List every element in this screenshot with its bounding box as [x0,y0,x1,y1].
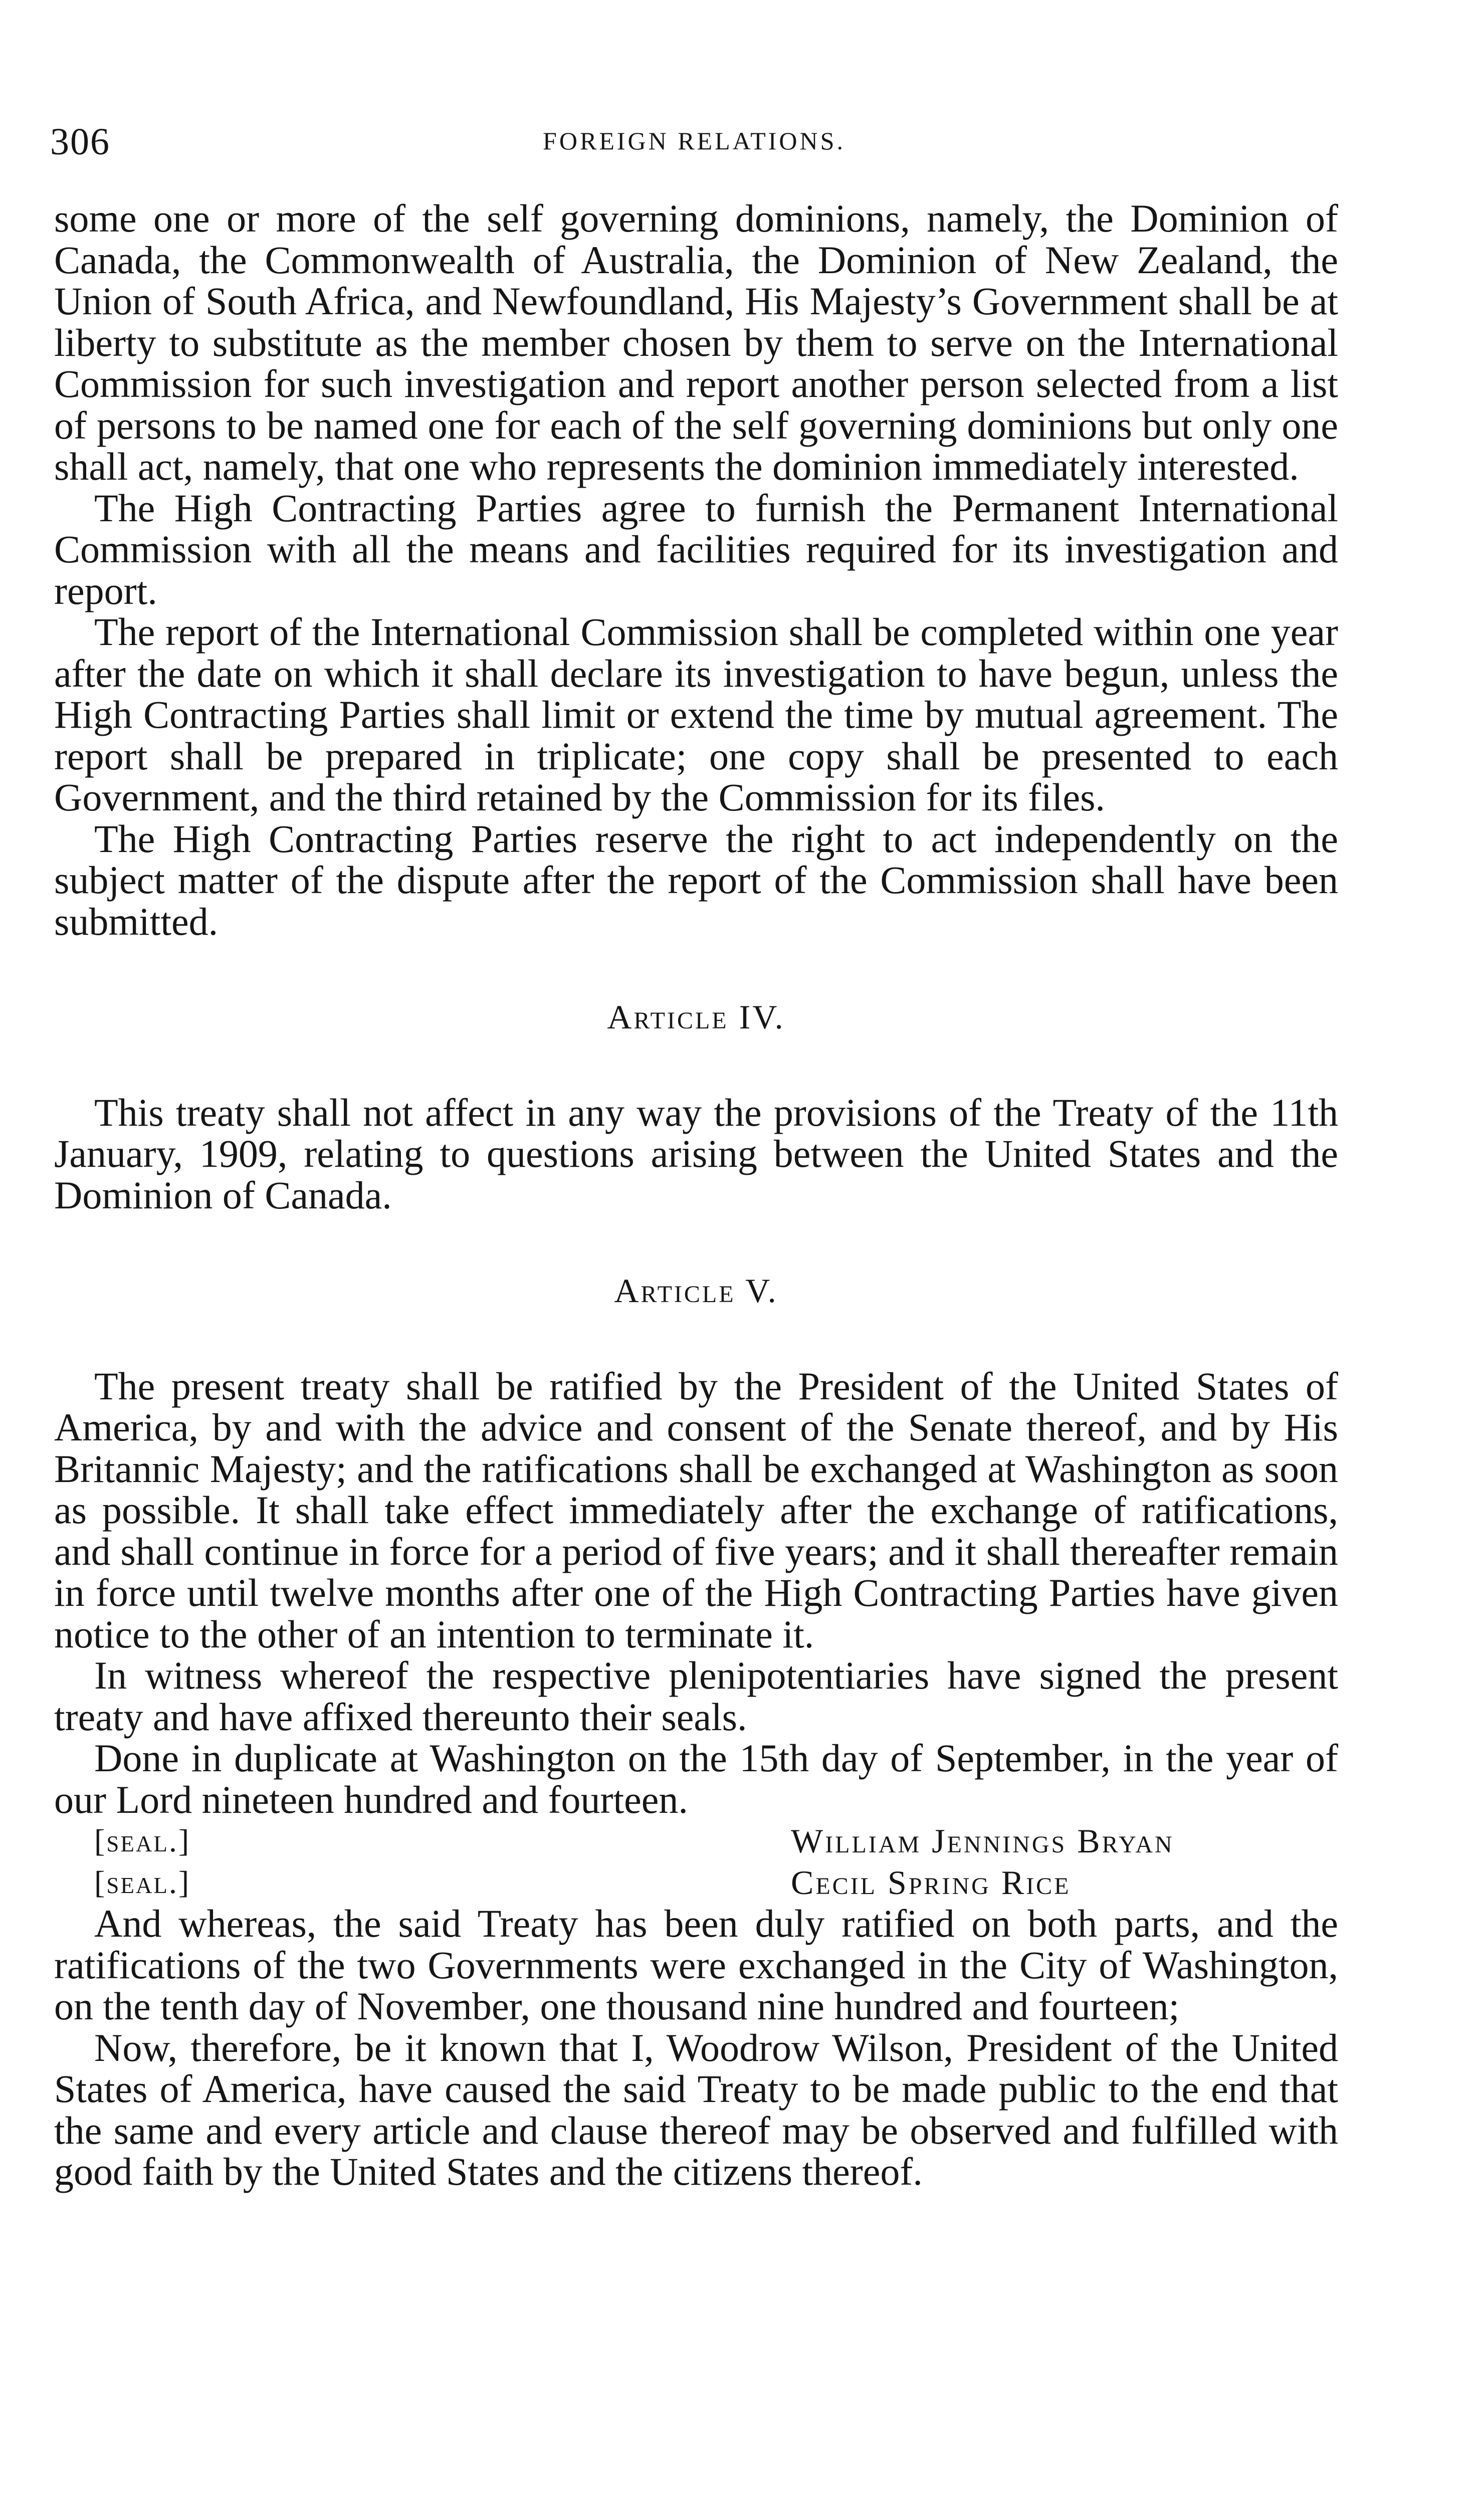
paragraph-facilities: The High Contracting Parties agree to furnish the Permanent International Commission with all the means and facilities required for its investigation and report. [54,486,1338,612]
seal-mark: [seal.] [94,1864,191,1900]
page-number: 306 [50,121,110,163]
paragraph-report: The report of the International Commission shall be completed within one year after the date on which it shall declare its investigation to have begun, unless the High Contracting Parties shall limit or extend the time by mutual agreement. The report shall be prepared in triplicate; one copy shall be presented to each Government, and the third retained by the Commission for its files. [54,610,1338,819]
paragraph-article-iv: This treaty shall not affect in any way the provisions of the Treaty of the 11th January, 1909, relating to questions arising between the United States and the Dominion of Canada. [54,1090,1338,1217]
paragraph-proclamation: Now, therefore, be it known that I, Woodrow Wilson, President of the United States of America, have caused the said Treaty to be made public to the end that the same and every article and clause thereof may be observed and fulfilled with good faith by the United States and the citizens thereof. [54,2025,1338,2193]
paragraph-done-in-duplicate: Done in duplicate at Washington on the 15th day of September, in the year of our Lord nineteen hundred and fourteen. [54,1736,1338,1821]
signature-row [54,1820,1338,1862]
running-title: FOREIGN RELATIONS. [543,127,845,155]
signature-row [54,1862,1338,1904]
paragraph-in-witness: In witness whereof the respective plenipotentiaries have signed the present treaty and have affixed thereunto their seals. [54,1653,1338,1739]
signatory-name: William Jennings Bryan [791,1822,1174,1860]
paragraph-continuation: some one or more of the self governing dominions, namely, the Dominion of Canada, the Commonwealth of Australia, the Dominion of New Zealand, the Union of South Africa, and Newfoundland, His Majesty’s Government shall be at liberty to substitute as the member chosen by them to serve on the International Commission for such investigation and report another person selected from a list of persons to be named one for each of the self governing dominions but only one shall act, namely, that one who represents the dominion immediately interested. [54,196,1338,488]
paragraph-whereas: And whereas, the said Treaty has been duly ratified on both parts, and the ratifications of the two Governments were exchanged in the City of Washington, on the tenth day of November, one thousand nine hundred and fourteen; [54,1902,1338,2028]
running-header [50,120,1338,165]
article-iv-heading: Article IV. [607,998,785,1036]
article-v-heading: Article V. [614,1272,778,1310]
paragraph-ratification: The present treaty shall be ratified by the President of the United States of America, by and with the advice and consent of the Senate thereof, and by His Britannic Majesty; and the ratifications shall be exchanged at Washington as soon as possible. It shall take effect immediately after the exchange of ratifications, and shall continue in force for a period of five years; and it shall thereafter remain in force until twelve months after one of the High Contracting Parties have given notice to the other of an intention to terminate it. [54,1364,1338,1656]
signatory-name: Cecil Spring Rice [791,1863,1071,1902]
document-body [54,198,1338,2193]
seal-mark: [seal.] [94,1823,191,1858]
paragraph-reserve-right: The High Contracting Parties reserve the right to act independently on the subject matter of the dispute after the report of the Commission shall have been submitted. [54,816,1338,943]
